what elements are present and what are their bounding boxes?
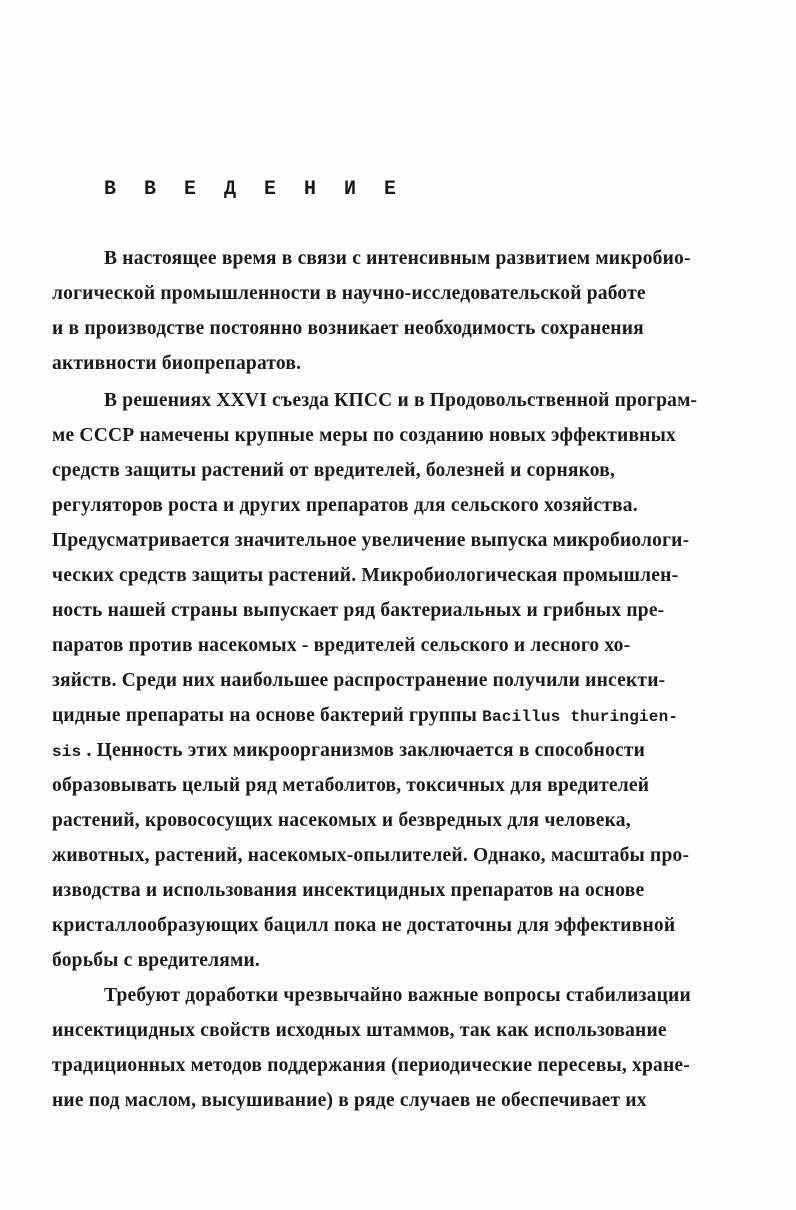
text-line bbox=[52, 880, 644, 902]
text-line bbox=[52, 600, 664, 622]
line-text: ческих средств защиты растений. Микробиологическая промышлен- bbox=[52, 565, 679, 586]
text-line bbox=[52, 425, 676, 447]
line-text: логической промышленности в научно-исследовательской работе bbox=[52, 283, 646, 304]
text-line bbox=[52, 495, 638, 517]
line-text: активности биопрепаратов. bbox=[52, 353, 302, 374]
text-line bbox=[52, 353, 301, 375]
text-line bbox=[52, 810, 631, 832]
text-line bbox=[52, 1020, 667, 1042]
line-text: растений, кровососущих насекомых и безвредных для человека, bbox=[52, 810, 631, 831]
line-text: средств защиты растений от вредителей, болезней и сорняков, bbox=[52, 460, 616, 481]
line-text: регуляторов роста и других препаратов для сельского хозяйства. bbox=[52, 495, 638, 516]
line-text: и в производстве постоянно возникает необходимость сохранения bbox=[52, 318, 644, 339]
text-line bbox=[52, 1055, 690, 1077]
text-line bbox=[52, 670, 665, 692]
line-text: традиционных методов поддержания (периодические пересевы, хране- bbox=[52, 1055, 690, 1076]
line-text: ме СССР намечены крупные меры по созданию новых эффективных bbox=[52, 425, 676, 446]
text-line bbox=[52, 740, 645, 762]
line-text: изводства и использования инсектицидных препаратов на основе bbox=[52, 880, 645, 901]
line-text: В решениях XXVI съезда КПСС и в Продовольственной програм- bbox=[104, 390, 698, 411]
text-line bbox=[52, 283, 646, 305]
line-text: зяйств. Среди них наибольшее распространение получили инсекти- bbox=[52, 670, 666, 691]
section-heading: В В Е Д Е Н И Е bbox=[104, 178, 405, 201]
text-line bbox=[52, 705, 678, 727]
line-text: ние под маслом, высушивание) в ряде случаев не обеспечивает их bbox=[52, 1090, 647, 1111]
text-line bbox=[52, 635, 630, 657]
text-line bbox=[104, 985, 691, 1007]
line-text: образовывать целый ряд метаболитов, токсичных для вредителей bbox=[52, 775, 650, 796]
text-line bbox=[52, 460, 615, 482]
line-text: цидные препараты на основе бактерий группы bbox=[52, 705, 483, 726]
text-line bbox=[104, 248, 691, 270]
line-text: . Ценность этих микроорганизмов заключается в способности bbox=[81, 740, 646, 761]
line-text: ность нашей страны выпускает ряд бактериальных и грибных пре- bbox=[52, 600, 665, 621]
line-text: Требуют доработки чрезвычайно важные вопросы стабилизации bbox=[104, 985, 691, 1006]
text-line bbox=[52, 915, 675, 937]
latin-term: sis bbox=[52, 743, 82, 761]
line-text: паратов против насекомых - вредителей сельского и лесного хо- bbox=[52, 635, 631, 656]
line-text: Предусматривается значительное увеличение выпуска микробиологи- bbox=[52, 530, 690, 551]
text-line bbox=[104, 390, 697, 412]
latin-term: Bacillus thuringien- bbox=[482, 708, 679, 726]
text-line bbox=[52, 845, 689, 867]
line-text: В настоящее время в связи с интенсивным развитием микробио- bbox=[104, 248, 691, 269]
text-line bbox=[52, 318, 644, 340]
line-text: борьбы с вредителями. bbox=[52, 950, 260, 971]
line-text: кристаллообразующих бацилл пока не достаточны для эффективной bbox=[52, 915, 676, 936]
line-text: животных, растений, насекомых-опылителей. Однако, масштабы про- bbox=[52, 845, 690, 866]
line-text: инсектицидных свойств исходных штаммов, так как использование bbox=[52, 1020, 667, 1041]
text-line bbox=[52, 565, 678, 587]
text-line bbox=[52, 950, 260, 972]
text-line bbox=[52, 530, 689, 552]
text-line bbox=[52, 1090, 647, 1112]
text-line bbox=[52, 775, 649, 797]
